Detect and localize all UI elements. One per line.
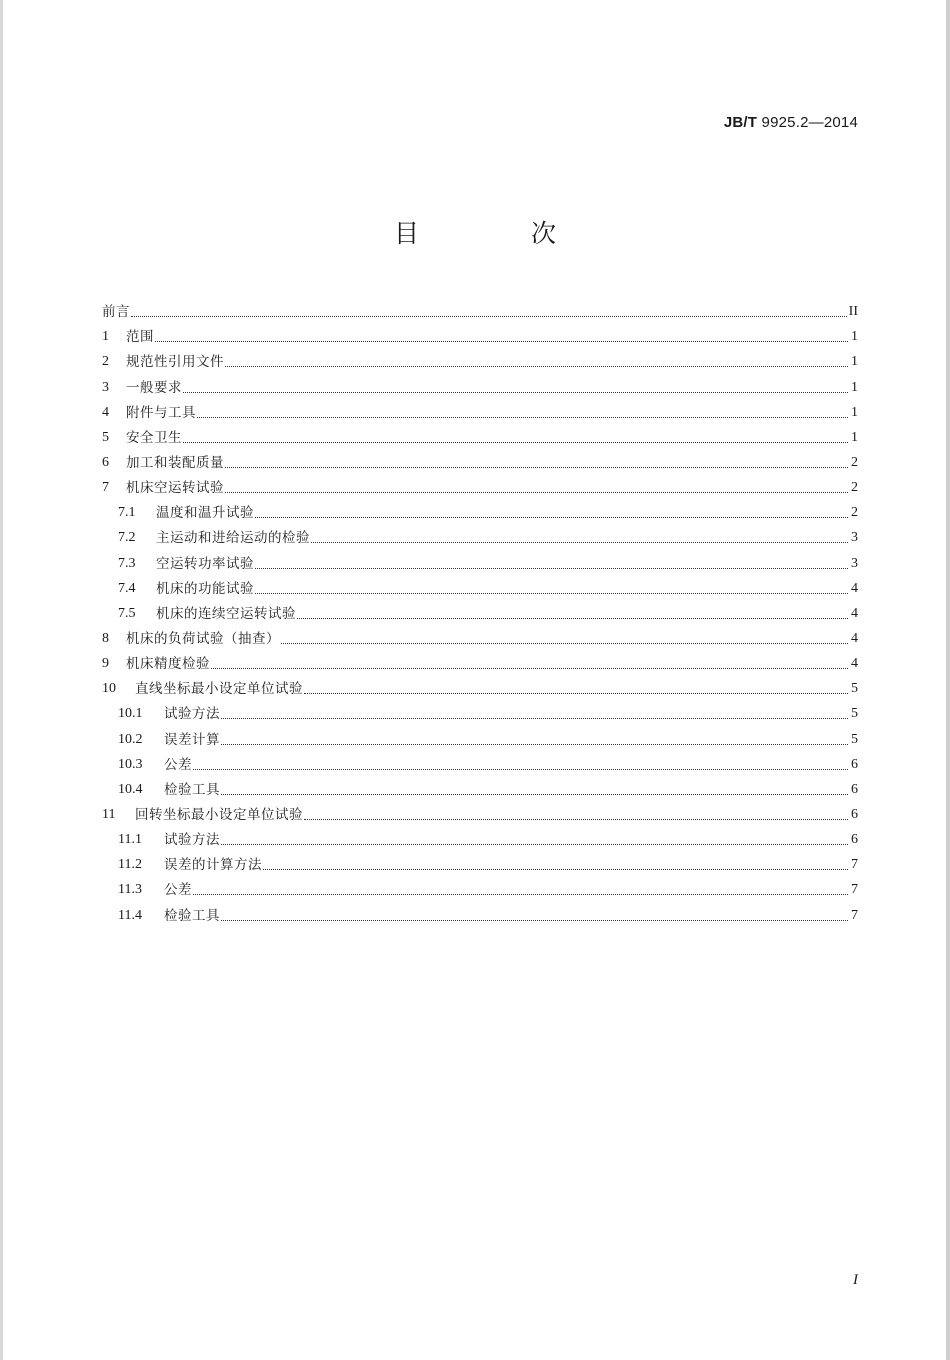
toc-entry-number: 10.3 — [118, 756, 143, 772]
toc-entry-label: 误差的计算方法 — [164, 857, 262, 874]
toc-entry-number: 10 — [102, 681, 116, 697]
footer-page-number: I — [853, 1272, 858, 1288]
toc-dot-leader — [311, 542, 848, 543]
toc-entry-number: 7.1 — [118, 505, 136, 521]
toc-entry-page: 3 — [851, 555, 858, 571]
toc-dot-leader — [225, 366, 848, 367]
toc-entry-label: 检验工具 — [164, 907, 220, 924]
toc-entry[interactable] — [102, 673, 858, 698]
toc-entry-page: 1 — [851, 329, 858, 345]
toc-entry-number: 1 — [102, 329, 109, 345]
toc-entry[interactable] — [102, 472, 858, 497]
toc-entry[interactable] — [102, 321, 858, 346]
toc-dot-leader — [193, 894, 848, 895]
toc-entry[interactable] — [102, 749, 858, 774]
toc-entry[interactable] — [102, 824, 858, 849]
toc-entry-label: 试验方法 — [164, 706, 220, 723]
toc-entry[interactable] — [102, 573, 858, 598]
toc-entry-label: 主运动和进给运动的检验 — [156, 530, 310, 547]
toc-entry[interactable] — [102, 447, 858, 472]
toc-entry-number: 3 — [102, 379, 109, 395]
toc-entry-page: 7 — [851, 907, 858, 923]
toc-dot-leader — [221, 794, 848, 795]
toc-entry[interactable] — [102, 723, 858, 748]
toc-entry-label: 直线坐标最小设定单位试验 — [135, 681, 303, 698]
toc-entry[interactable] — [102, 698, 858, 723]
toc-entry-page: 1 — [851, 429, 858, 445]
toc-entry[interactable] — [102, 799, 858, 824]
toc-entry[interactable] — [102, 623, 858, 648]
toc-entry-label: 检验工具 — [164, 781, 220, 798]
toc-entry[interactable] — [102, 598, 858, 623]
toc-entry[interactable] — [102, 774, 858, 799]
toc-dot-leader — [131, 316, 847, 317]
toc-dot-leader — [221, 844, 848, 845]
toc-entry-label: 加工和装配质量 — [126, 454, 224, 471]
standard-prefix: JB/T — [723, 114, 758, 131]
toc-entry-page: 2 — [851, 505, 858, 521]
toc-dot-leader — [211, 668, 848, 669]
toc-dot-leader — [255, 593, 848, 594]
toc-entry-label: 公差 — [164, 882, 192, 899]
toc-entry-number: 5 — [102, 429, 109, 445]
toc-dot-leader — [255, 517, 848, 518]
toc-entry-page: 3 — [851, 530, 858, 546]
toc-entry-page: 1 — [851, 404, 858, 420]
toc-entry-number: 10.1 — [118, 706, 143, 722]
toc-entry-label: 前言 — [102, 304, 130, 321]
toc-entry-number: 7.2 — [118, 530, 136, 546]
toc-entry-page: 7 — [851, 857, 858, 873]
toc-entry-label: 规范性引用文件 — [126, 354, 224, 371]
toc-entry[interactable] — [102, 497, 858, 522]
toc-dot-leader — [297, 618, 848, 619]
toc-entry-number: 4 — [102, 404, 109, 420]
toc-entry[interactable] — [102, 899, 858, 924]
toc-entry[interactable] — [102, 849, 858, 874]
toc-dot-leader — [281, 643, 848, 644]
toc-entry-label: 机床精度检验 — [126, 656, 210, 673]
toc-entry-page: 5 — [851, 731, 858, 747]
toc-entry-label: 试验方法 — [164, 832, 220, 849]
toc-entry[interactable] — [102, 547, 858, 572]
page-edge-left — [0, 0, 3, 1360]
toc-dot-leader — [155, 341, 848, 342]
toc-dot-leader — [304, 693, 848, 694]
toc-dot-leader — [255, 568, 848, 569]
page-edge-right — [946, 0, 950, 1360]
toc-entry-page: 2 — [851, 480, 858, 496]
standard-code — [724, 114, 858, 131]
toc-entry-page: 6 — [851, 756, 858, 772]
toc-dot-leader — [221, 920, 848, 921]
toc-entry-page: 6 — [851, 781, 858, 797]
toc-dot-leader — [221, 744, 848, 745]
toc-entry-label: 公差 — [164, 756, 192, 773]
toc-entry-number: 2 — [102, 354, 109, 370]
toc-entry-label: 附件与工具 — [126, 404, 196, 421]
toc-entry[interactable] — [102, 397, 858, 422]
toc-entry[interactable] — [102, 648, 858, 673]
toc-entry[interactable] — [102, 371, 858, 396]
toc-entry-page: 7 — [851, 882, 858, 898]
toc-entry-page: 5 — [851, 681, 858, 697]
toc-entry[interactable] — [102, 522, 858, 547]
toc-entry-label: 误差计算 — [164, 731, 220, 748]
toc-entry-page: II — [848, 304, 858, 320]
toc-entry-label: 范围 — [126, 329, 154, 346]
toc-entry-number: 8 — [102, 630, 109, 646]
toc-entry[interactable] — [102, 422, 858, 447]
toc-entry-label: 安全卫生 — [126, 429, 182, 446]
toc-dot-leader — [225, 467, 848, 468]
toc-entry-page: 4 — [851, 656, 858, 672]
toc-entry-number: 10.2 — [118, 731, 143, 747]
toc-entry-number: 11 — [102, 806, 116, 822]
page-title: 目 次 — [394, 219, 608, 248]
toc-entry-number: 11.4 — [118, 907, 142, 923]
toc-entry-page: 4 — [851, 630, 858, 646]
toc-dot-leader — [225, 492, 848, 493]
toc-entry-number: 11.3 — [118, 882, 142, 898]
toc-entry[interactable] — [102, 346, 858, 371]
toc-entry[interactable] — [102, 874, 858, 899]
toc-entry-label: 一般要求 — [126, 379, 182, 396]
standard-number: 9925.2—2014 — [761, 114, 858, 131]
toc-entry-number: 7.3 — [118, 555, 136, 571]
toc-entry-number: 7.5 — [118, 605, 136, 621]
toc-entry-page: 6 — [851, 832, 858, 848]
toc-entry-number: 9 — [102, 656, 109, 672]
toc-entry[interactable] — [102, 296, 858, 321]
table-of-contents — [102, 296, 858, 925]
toc-entry-label: 机床的负荷试验（抽查） — [126, 630, 280, 647]
toc-entry-label: 空运转功率试验 — [156, 555, 254, 572]
toc-entry-number: 11.2 — [118, 857, 142, 873]
toc-entry-page: 6 — [851, 806, 858, 822]
toc-entry-number: 6 — [102, 454, 109, 470]
toc-entry-number: 11.1 — [118, 832, 142, 848]
toc-entry-number: 7 — [102, 480, 109, 496]
toc-entry-label: 回转坐标最小设定单位试验 — [135, 806, 303, 823]
toc-entry-label: 温度和温升试验 — [156, 505, 254, 522]
toc-entry-page: 1 — [851, 379, 858, 395]
toc-entry-label: 机床的功能试验 — [156, 580, 254, 597]
toc-dot-leader — [193, 769, 848, 770]
toc-entry-page: 4 — [851, 605, 858, 621]
toc-entry-page: 2 — [851, 454, 858, 470]
toc-dot-leader — [263, 869, 848, 870]
toc-dot-leader — [221, 718, 848, 719]
toc-entry-label: 机床空运转试验 — [126, 480, 224, 497]
toc-entry-page: 1 — [851, 354, 858, 370]
toc-entry-number: 7.4 — [118, 580, 136, 596]
toc-entry-page: 5 — [851, 706, 858, 722]
toc-entry-label: 机床的连续空运转试验 — [156, 605, 296, 622]
toc-dot-leader — [183, 442, 848, 443]
toc-entry-page: 4 — [851, 580, 858, 596]
toc-dot-leader — [183, 392, 848, 393]
toc-dot-leader — [304, 819, 848, 820]
toc-dot-leader — [197, 417, 848, 418]
toc-entry-number: 10.4 — [118, 781, 143, 797]
